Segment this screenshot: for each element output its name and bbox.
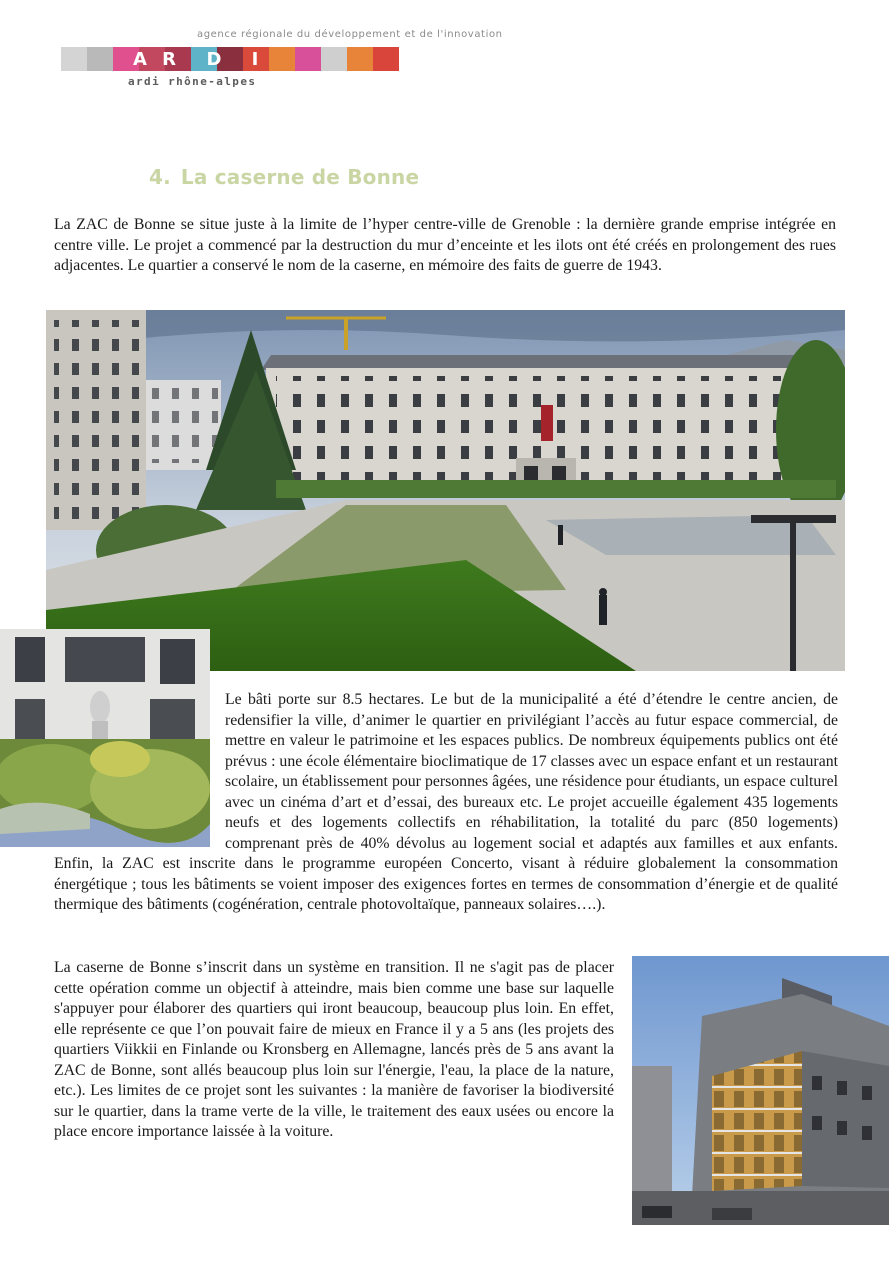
logo-letter: R (162, 49, 179, 70)
transition-paragraph: La caserne de Bonne s’inscrit dans un système en transition. Il ne s'agit pas de placer cette opération comme un objectif à atteindre, mais bien comme une base sur laquelle s'appuyer pour élaborer des quartiers qui iront beaucoup, beaucoup plus loin. En effet, elle représente ce que l’on pouvait faire de mieux en France il y a 5 ans (les projets des quartiers Viikkii en Finlande ou Kronsberg en Allemagne, lancés près de 5 ans avant la ZAC de Bonne, sont allés beaucoup plus loin sur l'énergie, l'eau, la place de la nature, etc.). Les limites de ce projet sont les suivantes : la manière de favoriser la biodiversité sur le quartier, dans la trame verte de la ville, le traitement des eaux usées ou encore la place encore importance laissée à la voiture. (54, 959, 614, 1140)
logo-letter: A (133, 49, 150, 70)
section-number: 4. (149, 165, 171, 189)
logo-color-block (269, 47, 295, 71)
logo-letter: I (251, 49, 262, 70)
logo-color-block (87, 47, 113, 71)
project-paragraph: Le bâti porte sur 8.5 hectares. Le but de la municipalité a été d’étendre le centre ancien, de redensifier la ville, d’animer le quartier en privilégiant l’accès au futur espace commercial, de mettre en valeur le patrimoine et les espaces publics. De nombreux équipements publics ont été prévus : une école élémentaire bioclimatique de 17 classes avec un espace enfant et un restaurant scolaire, un établissement pour personnes âgées, une résidence pour étudiants, un espace culturel avec un cinéma d’art et d’essai, des bureaux etc. Le projet accueille également 435 logements neufs et des logements collectifs en réhabilitation, la totalité du parc (850 logements) comprenant près de 40% dévolus au logement social et adaptés aux familles et aux enfants. Enfin, la ZAC est inscrite dans le programme européen Concerto, visant à réduire globalement la consommation énergétique ; tous les bâtiments se voient imposer des exigences fortes en termes de consommation d’énergie et de qualité thermique des bâtiments (cogénération, centrale photovoltaïque, panneaux solaires….). (54, 691, 838, 913)
caserne-courtyard-photo (46, 310, 845, 671)
logo-color-block (321, 47, 347, 71)
logo-color-block (61, 47, 87, 71)
section-title: La caserne de Bonne (180, 165, 420, 189)
intro-paragraph: La ZAC de Bonne se situe juste à la limite de l’hyper centre-ville de Grenoble : la dernière grande emprise intégrée en centre ville. Le projet a commencé par la destruction du mur d’enceinte et les ilots ont été créés en prolongement des rues adjacentes. Le quartier a conservé le nom de la caserne, en mémoire des faits de guerre de 1943. (54, 216, 836, 274)
logo-color-block (295, 47, 321, 71)
logo-color-block (373, 47, 399, 71)
logo-subtitle: ardi rhône-alpes (128, 75, 257, 88)
logo-letter: D (206, 49, 225, 70)
agency-tagline: agence régionale du développement et de l'innovation (197, 29, 503, 40)
residential-building-photo (632, 956, 889, 1225)
logo-letters (128, 49, 270, 71)
logo-color-block (347, 47, 373, 71)
section-heading (149, 165, 419, 189)
